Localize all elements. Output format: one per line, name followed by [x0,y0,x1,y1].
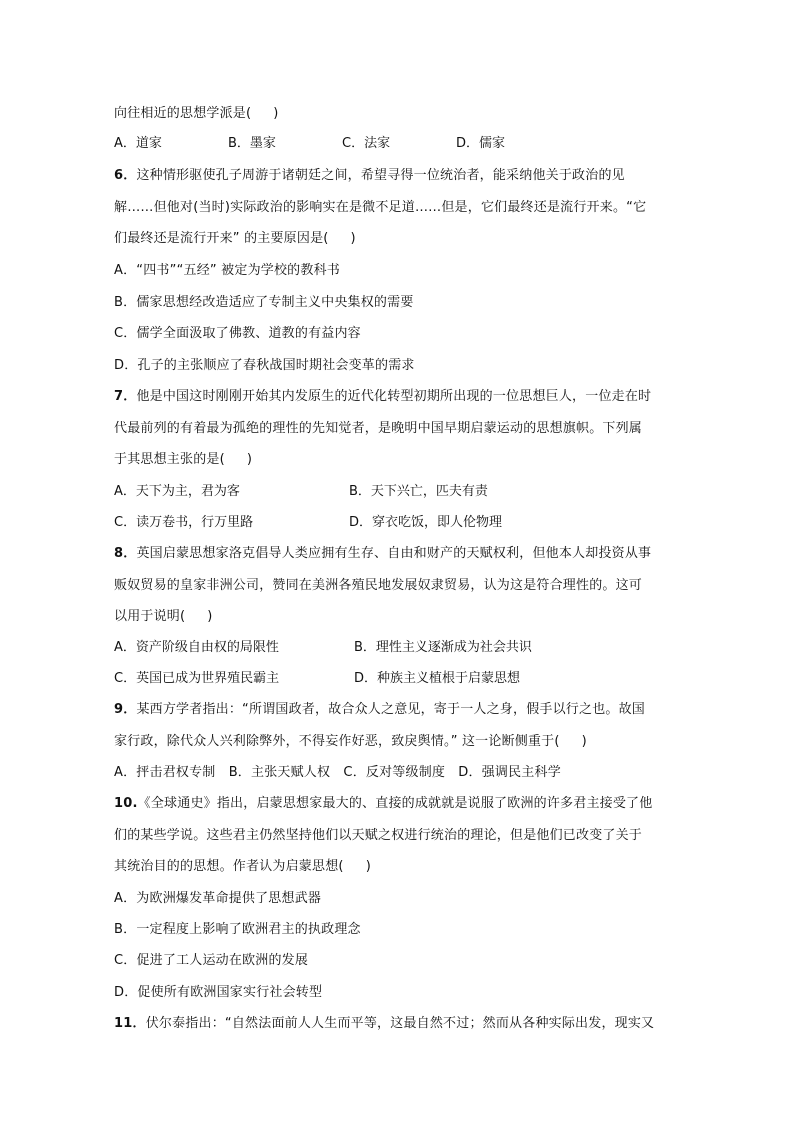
q10-option-b: B．一定程度上影响了欧洲君主的执政理念 [114,922,361,937]
q5-stem-end: 向往相近的思想学派是( ) [114,106,279,121]
q7-option-c: C．读万卷书，行万里路 [114,515,254,530]
q6-option-d: D．孔子的主张顺应了春秋战国时期社会变革的需求 [114,358,415,373]
q11-number: 11． [114,1016,146,1031]
q9-number: 9． [114,702,137,717]
q5-option-d: D．儒家 [456,136,506,151]
q6-line1: 6．这种情形驱使孔子周游于诸朝廷之间，希望寻得一位统治者，能采纳他关于政治的见 [114,168,625,183]
q6-number: 6． [114,168,137,183]
q8-option-a: A．资产阶级自由权的局限性 [114,640,279,655]
q8-line2: 贩奴贸易的皇家非洲公司，赞同在美洲各殖民地发展奴隶贸易，认为这是符合理性的。这可 [114,578,643,593]
q10-number: 10. [114,796,138,811]
q5-option-c: C．法家 [342,136,391,151]
q8-option-b: B．理性主义逐渐成为社会共识 [354,640,532,655]
q7-option-d: D．穿衣吃饭，即人伦物理 [349,515,503,530]
q10-option-a: A．为欧洲爆发革命提供了思想武器 [114,891,322,906]
q5-option-b: B．墨家 [228,136,276,151]
q8-option-c: C．英国已成为世界殖民霸主 [114,671,280,686]
q6-line2: 解……但他对(当时)实际政治的影响实在是微不足道……但是，它们最终还是流行开来。“它 [114,200,647,215]
q10-line3: 其统治目的的思想。作者认为启蒙思想( ) [114,859,371,874]
q7-line3: 于其思想主张的是( ) [114,452,253,467]
q8-number: 8． [114,546,137,561]
q6-option-c: C．儒学全面汲取了佛教、道教的有益内容 [114,326,361,341]
q6-option-b: B．儒家思想经改造适应了专制主义中央集权的需要 [114,295,414,310]
q7-option-b: B．天下兴亡，匹夫有责 [349,484,488,499]
q7-line2: 代最前列的有着最为孤绝的理性的先知觉者，是晚明中国早期启蒙运动的思想旗帜。下列属 [114,421,643,436]
q7-line1: 7．他是中国这时刚刚开始其内发原生的近代化转型初期所出现的一位思想巨人，一位走在时 [114,389,652,404]
q11-line1: 11．伏尔泰指出：“自然法面前人人生而平等，这最自然不过；然而从各种实际出发，现实又 [114,1016,655,1031]
q9-options: A．抨击君权专制 B．主张天赋人权 C．反对等级制度 D．强调民主科学 [114,765,561,780]
q8-line3: 以用于说明( ) [114,609,213,624]
q8-line1: 8．英国启蒙思想家洛克倡导人类应拥有生存、自由和财产的天赋权利，但他本人却投资从事 [114,546,652,561]
q6-option-a: A．“四书”“五经” 被定为学校的教科书 [114,263,340,278]
q8-option-d: D．种族主义植根于启蒙思想 [354,671,521,686]
q10-option-c: C．促进了工人运动在欧洲的发展 [114,953,309,968]
q7-number: 7． [114,389,137,404]
q7-option-a: A．天下为主，君为客 [114,484,240,499]
q9-line2: 家行政，除代众人兴利除弊外，不得妄作好恶，致戾舆情。” 这一论断侧重于( ) [114,734,587,749]
q5-option-a: A．道家 [114,136,162,151]
q10-line1: 10.《全球通史》指出，启蒙思想家最大的、直接的成就就是说服了欧洲的许多君主接受了他 [114,796,653,811]
q9-line1: 9．某西方学者指出：“所谓国政者，故合众人之意见，寄于一人之身，假手以行之也。故国 [114,702,645,717]
q10-line2: 们的某些学说。这些君主仍然坚持他们以天赋之权进行统治的理论，但是他们已改变了关于 [114,828,643,843]
q6-line3: 们最终还是流行开来” 的主要原因是( ) [114,231,356,246]
q10-option-d: D．促使所有欧洲国家实行社会转型 [114,985,323,1000]
